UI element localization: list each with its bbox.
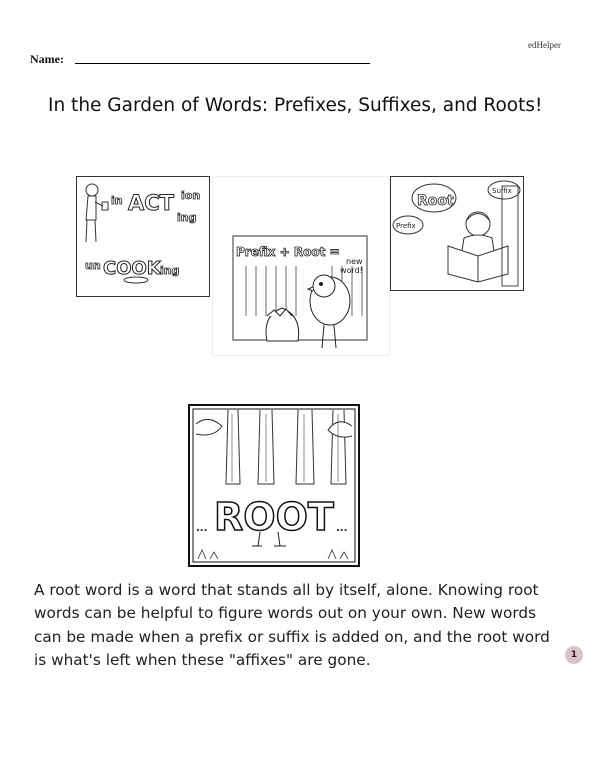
chick-equation-svg (212, 176, 390, 356)
base-cook-text: COOK (103, 258, 161, 279)
formula-text: Prefix + Root = (236, 245, 340, 259)
action-words-illustration (76, 176, 210, 297)
page-title: In the Garden of Words: Prefixes, Suffixes, and Roots! (48, 95, 543, 116)
bubble-prefix-text: Prefix (396, 222, 416, 230)
root-word-text: ROOT (214, 495, 334, 539)
brand-label: edHelper (528, 40, 561, 50)
bubble-root-text: Root (417, 193, 454, 209)
reading-boy-svg (390, 176, 524, 291)
root-tree-svg (188, 404, 360, 567)
result-line2-text: word! (340, 266, 363, 275)
reading-boy-illustration (390, 176, 524, 291)
name-label: Name: (30, 52, 64, 66)
prefix-in-text: in (111, 194, 123, 207)
base-act-text: ACT (128, 191, 174, 215)
left-dots-text: ... (196, 523, 208, 534)
page-number-badge: 1 (565, 646, 583, 664)
root-word-paragraph: A root word is a word that stands all by itself, alone. Knowing root words can be helpful to figure words out on your own. New words can be made when a prefix or suffix is added on, and the root word is what's left when these "affixes" are gone. (34, 581, 550, 670)
action-words-svg (76, 176, 210, 297)
right-dots-text: ... (336, 523, 348, 534)
suffix-ing-text: ing (177, 211, 197, 224)
bubble-suffix-text: Suffix (492, 187, 512, 195)
name-line[interactable] (75, 63, 370, 64)
suffix-ion-text: ion (181, 189, 201, 202)
suffix-ing2-text: ing (160, 264, 180, 277)
name-field-row (30, 52, 370, 68)
prefix-un-text: un (85, 259, 101, 272)
result-line1-text: new (346, 257, 363, 266)
chick-equation-illustration (212, 176, 390, 356)
root-tree-illustration (188, 404, 360, 567)
